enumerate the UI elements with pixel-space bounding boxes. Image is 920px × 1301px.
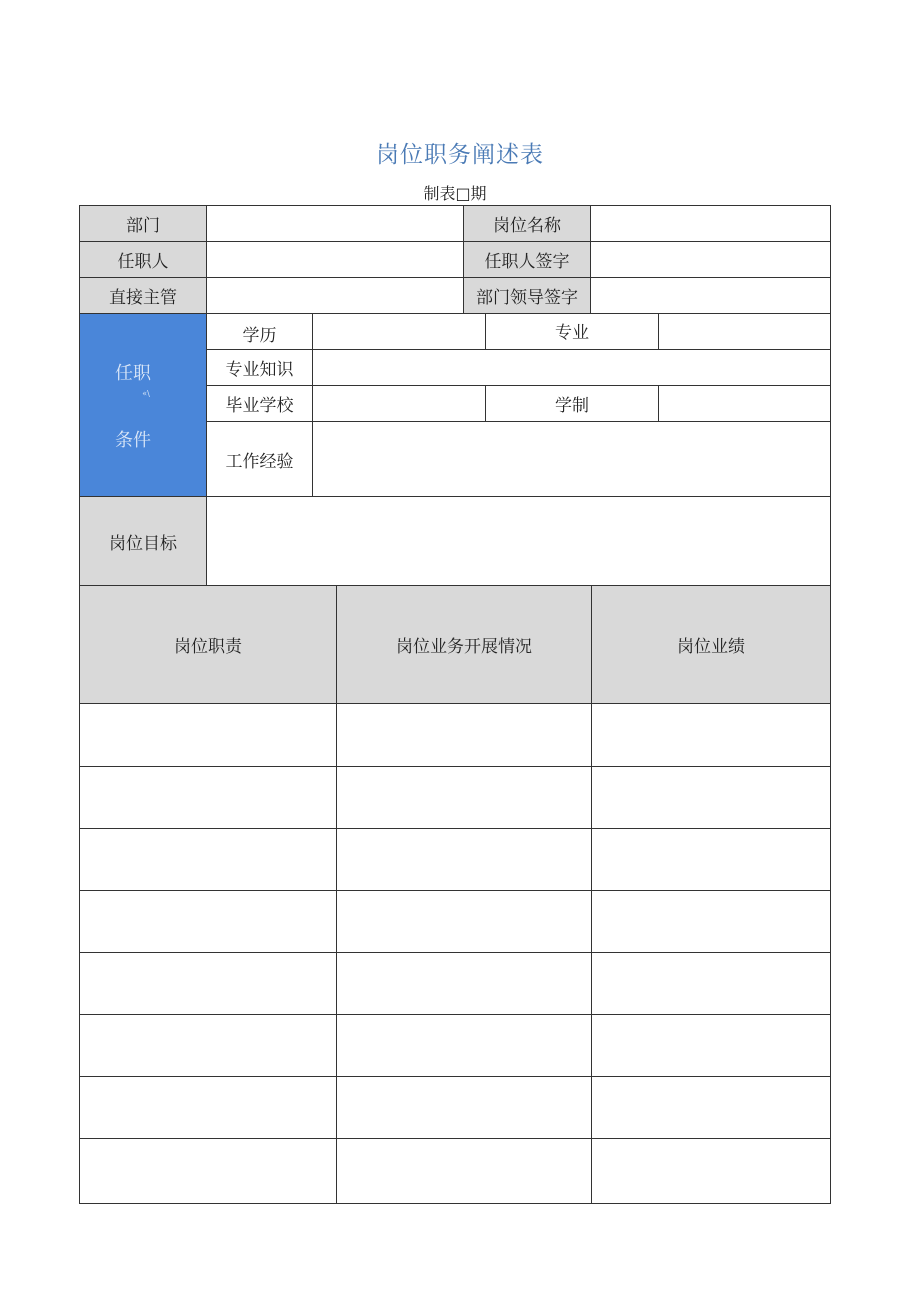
major-label: 专业 [485,313,659,350]
table-row[interactable] [79,1014,337,1077]
education-label: 学历 [206,313,313,350]
department-field[interactable] [206,205,464,242]
table-row[interactable] [591,1014,831,1077]
table-row[interactable] [79,1138,337,1204]
date-label: 制表□期 [423,184,487,203]
requirements-label-line1: 任职 [115,362,151,384]
table-row[interactable] [336,766,592,829]
education-field[interactable] [312,313,486,350]
requirements-separator: «\ [142,388,150,398]
department-label: 部门 [79,205,207,242]
table-row[interactable] [79,952,337,1015]
table-row[interactable] [591,952,831,1015]
table-row[interactable] [336,1076,592,1139]
objective-label: 岗位目标 [79,496,207,586]
table-row[interactable] [79,1076,337,1139]
dept-leader-sign-field[interactable] [590,277,831,314]
table-row[interactable] [591,890,831,953]
position-name-field[interactable] [590,205,831,242]
incumbent-sign-field[interactable] [590,241,831,278]
table-row[interactable] [591,766,831,829]
table-row[interactable] [336,828,592,891]
document-title: 岗位职务阐述表 [376,142,544,168]
incumbent-field[interactable] [206,241,464,278]
objective-field[interactable] [206,496,831,586]
duty-header-responsibility: 岗位职责 [79,585,337,704]
knowledge-label: 专业知识 [206,349,313,386]
table-row[interactable] [336,1014,592,1077]
knowledge-field[interactable] [312,349,831,386]
position-name-label: 岗位名称 [463,205,591,242]
table-row[interactable] [79,890,337,953]
table-row[interactable] [79,828,337,891]
table-row[interactable] [336,703,592,767]
table-row[interactable] [79,766,337,829]
table-row[interactable] [591,1138,831,1204]
school-label: 毕业学校 [206,385,313,422]
requirements-group-label [79,313,207,497]
direct-supervisor-field[interactable] [206,277,464,314]
table-row[interactable] [336,890,592,953]
duty-header-performance: 岗位业绩 [591,585,831,704]
table-row[interactable] [591,828,831,891]
requirements-label-line2: 条件 [115,429,151,451]
experience-label: 工作经验 [206,421,313,497]
incumbent-label: 任职人 [79,241,207,278]
experience-field[interactable] [312,421,831,497]
table-row[interactable] [336,1138,592,1204]
table-row[interactable] [591,703,831,767]
direct-supervisor-label: 直接主管 [79,277,207,314]
dept-leader-sign-label: 部门领导签字 [463,277,591,314]
table-row[interactable] [591,1076,831,1139]
incumbent-sign-label: 任职人签字 [463,241,591,278]
duty-header-progress: 岗位业务开展情况 [336,585,592,704]
table-row[interactable] [79,703,337,767]
schooling-system-label: 学制 [485,385,659,422]
schooling-system-field[interactable] [658,385,831,422]
major-field[interactable] [658,313,831,350]
table-row[interactable] [336,952,592,1015]
school-field[interactable] [312,385,486,422]
